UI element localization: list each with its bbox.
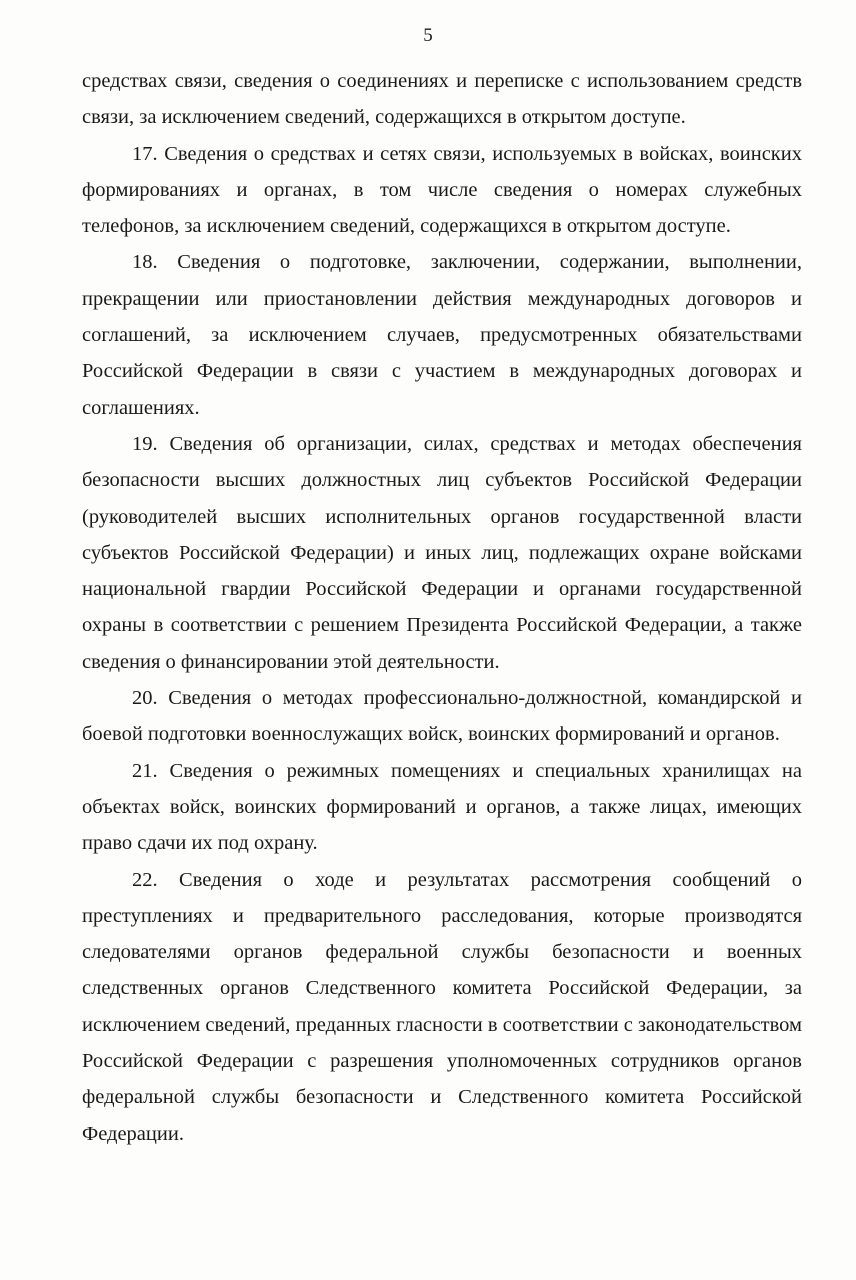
page-number: 5 — [423, 25, 433, 46]
paragraph-item-21: 21. Сведения о режимных помещениях и специальных хранилищах на объектах войск, воинских формирований и органов, а также лицах, имеющих право сдачи их под охрану. — [82, 759, 802, 855]
paragraph-item-17: 17. Сведения о средствах и сетях связи, используемых в войсках, воинских формированиях и органах, в том числе сведения о номерах служебных телефонов, за исключением сведений, содержащихся в открытом доступе. — [82, 142, 802, 238]
paragraph-item-20: 20. Сведения о методах профессионально-должностной, командирской и боевой подготовки военнослужащих войск, воинских формирований и органов. — [82, 687, 802, 746]
paragraph-item-19: 19. Сведения об организации, силах, средствах и методах обеспечения безопасности высших должностных лиц субъектов Российской Федерации (руководителей высших исполнительных органов государственной власти субъектов Российской Федерации) и иных лиц, подлежащих охране войсками национальной гвардии Российской Федерации и органами государственной охраны в соответствии с решением Президента Российской Федерации, а также сведения о финансировании этой деятельности. — [82, 432, 802, 673]
paragraph-continuation: средствах связи, сведения о соединениях и переписке с использованием средств связи, за исключением сведений, содержащихся в открытом доступе. — [82, 70, 802, 129]
paragraph-item-22: 22. Сведения о ходе и результатах рассмотрения сообщений о преступлениях и предварительного расследования, которые производятся следователями органов федеральной службы безопасности и военных следственных органов Следственного комитета Российской Федерации, за исключением сведений, преданных гласности в соответствии с законодательством Российской Федерации с разрешения уполномоченных сотрудников органов федеральной службы безопасности и Следственного комитета Российской Федерации. — [82, 868, 802, 1145]
paragraph-item-18: 18. Сведения о подготовке, заключении, содержании, выполнении, прекращении или приостановлении действия международных договоров и соглашений, за исключением случаев, предусмотренных обязательствами Российской Федерации в связи с участием в международных договорах и соглашениях. — [82, 251, 802, 419]
document-body — [82, 63, 802, 1152]
